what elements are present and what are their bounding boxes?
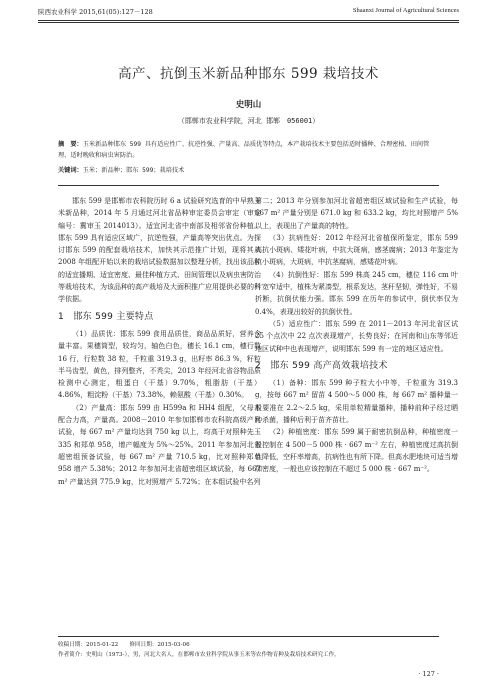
section-2-paragraph: （2）种植密度：邯东 599 属于耐密抗倒品种，种植密度一般控制在 4 500－5 000 株 · 667 m⁻² 左右，种植密度过高抗倒性降低，空秆率增高，抗病性也有所下降。但高水肥地块可适当增加密度，一般也应该控制在不超过 5 000 株 · 667 m⁻²。 — [255, 428, 458, 474]
section-2-title: 2 邯东 599 高产高效栽培技术 — [255, 360, 388, 371]
page-number: · 127 · — [418, 670, 439, 678]
journal-cn: 陕西农业科学 2015,61(05):127－128 — [38, 8, 153, 16]
header-rule — [38, 20, 459, 21]
paragraph: （3）抗病性好：2012 年经河北省植保所鉴定，邯东 599 高抗小斑病、矮花叶病，中抗大斑病，感茎腐病；2013 年鉴定为抗小斑病，大斑病，中抗茎腐病，感矮花叶病。 — [255, 233, 458, 267]
abstract — [58, 140, 439, 161]
journal-en: Shaanxi Journal of Agricultural Sciences — [352, 7, 459, 14]
right-column — [255, 195, 458, 476]
section-1-paragraph: （2）产量高：邯东 599 由 H599a 和 HH4 组配，父母本配合力高，产量高。2008－2010 年参加邯郸市农科院高级产比试验，每 667 m² 产量均达到 750 kg 以上，均高于对照种先玉 335 和郑单 958，增产幅度为 5%～25%。2011 年参加河北省超密组预备试验，每 667 m² 产量 710.5 kg，比对照种郑单 958 增产 5.38%；2012 年参加河北省超密组区域试验，每 667 m² 产量达到 775.9 kg，比对照增产 5.72%；在本组试验中名列 — [58, 403, 261, 486]
header-rule-thin — [38, 22, 459, 23]
footnote-rule — [58, 636, 439, 637]
abstract-text: 玉米新品种邯东 599 具有适应性广、抗逆性强、产量高、品质优等特点，本产栽培技术主要包括适时播种、合理密植、田间管理、适时晚收和病虫害防治。 — [58, 141, 430, 159]
abstract-label: 摘 要： — [58, 141, 83, 148]
footnotes — [58, 640, 439, 660]
section-2-paragraph: （1）备种：邯东 599 种子粒大小中等，千粒重为 319.3 g，按每 667 m² 留苗 4 500～5 000 株，每 667 m² 播种量一般要准在 2.2～2.5 kg，采用单粒精量播种，播种前种子经过晒种杀菌，播种后利于苗齐苗壮。 — [255, 379, 458, 425]
affiliation: （邯郸市农业科学院，河北 邯郸 056001） — [177, 117, 320, 125]
author-name: 史明山 — [235, 100, 262, 110]
abstract-rule — [58, 185, 439, 186]
keywords-label: 关键词： — [58, 167, 83, 174]
author-bio: 作者简介：史明山（1973-），男，河北大名人，在邯郸市农业科学院从事玉米等农作物育种及栽培技术研究工作。 — [58, 652, 340, 658]
article-title: 高产、抗倒玉米新品种邯东 599 栽培技术 — [118, 66, 379, 82]
continued-paragraph: 第二；2013 年分别参加河北省超密组区域试验和生产试验，每 667 m² 产量分别是 671.0 kg 和 633.2 kg，均比对照增产 5% 以上，表现出了产量高的特性。 — [255, 197, 458, 230]
running-header — [38, 7, 459, 19]
left-column — [58, 195, 261, 488]
received-date: 收稿日期：2015-01-22 修回日期：2015-03-06 — [58, 642, 190, 648]
intro-paragraph: 邯东 599 是邯郸市农科院历时 6 a 试验研究选育的中早熟玉米新品种，2014 年 5 月通过河北省品种审定委员会审定（审定编号：冀审玉 2014013）。适宜河北省中南部及相邻省份种植。邯东 599 具有适应区域广，抗逆性强，产量高等突出优点。为探讨邯东 599 的配套栽培技术，加快其示范推广计划，现将其从 2008 年组配开始以来的栽培试验数据加以整理分析，找出该品种的适宜播期、适宜密度、最佳种植方式、田间管理以及病虫害防治等栽培技术，为该品种的高产栽培及大面积推广应用提供必要的科学依据。 — [58, 197, 261, 304]
keywords-text: 玉米；新品种；邯东 599；栽培技术 — [82, 167, 185, 174]
keywords — [58, 166, 439, 177]
paragraph: （4）抗倒性好：邯东 599 株高 245 cm，穗位 116 cm 叶片宽窄适中，植株为紧凑型，根系发达，茎秆坚韧，弹性好，不易折断，抗倒伏能力强。邯东 599 在历年的参试中，倒伏率仅为 0.4%，表现出较好的抗倒伏性。 — [255, 270, 458, 316]
paragraph: （5）适应性广：邯东 599 在 2011－2013 年河北省区试 25 个点次中 22 点次表现增产，长势良好；在河南和山东等邻近地区试种中也表现增产，说明邯东 599 有一定的地区适应性。 — [255, 319, 458, 353]
section-1-paragraph: （1）品质优：邯东 599 食用品质佳，商品品质好，营养含量丰富。果穗筒型，较均匀，轴色白色，穗长 16.1 cm，穗行数 16 行，行粒数 38 粒，千粒重 319.3 g，出籽率 86.3 %，籽粒半马齿型，黄色，排列整齐，不秃尖，2013 年经河北省谷物品质检测中心测定，粗蛋白（干基）9.70%，粗脂肪（干基）4.86%，粗淀粉（干基）73.38%，赖氨酸（干基）0.30%。 — [58, 329, 261, 400]
section-1-title: 1 邯东 599 主要特点 — [58, 311, 154, 322]
